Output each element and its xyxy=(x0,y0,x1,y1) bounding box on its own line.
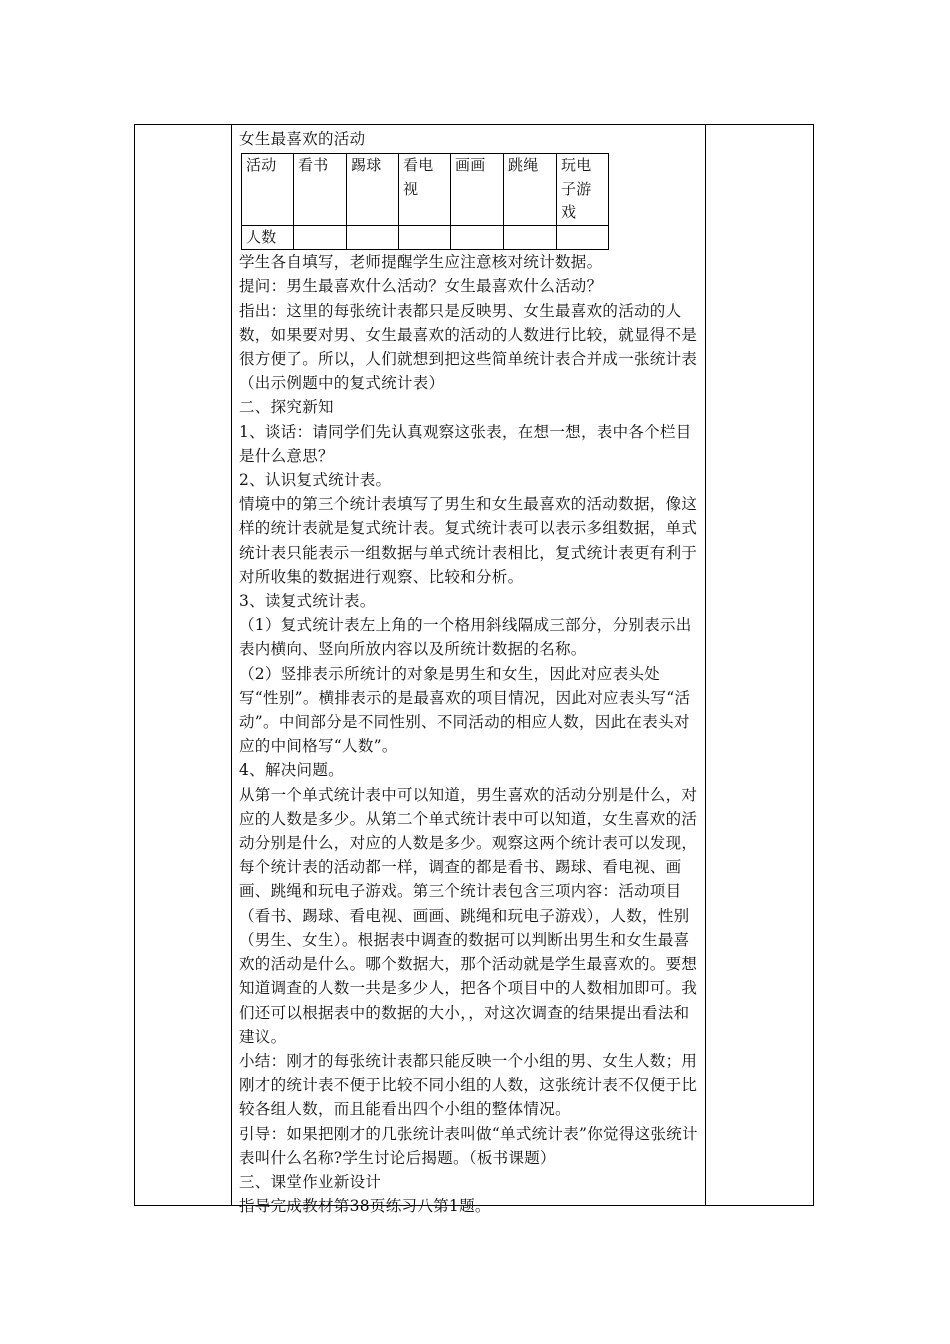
section-heading: 三、课堂作业新设计 xyxy=(239,1172,382,1191)
table-header-cell: 活动 xyxy=(242,154,294,226)
table-cell xyxy=(294,225,347,250)
table-header-cell: 看电视 xyxy=(399,154,451,226)
paragraph: 引导：如果把刚才的几张统计表叫做“单式统计表”你觉得这张统计表叫什么名称?学生讨论后揭题。（板书课题） xyxy=(239,1124,698,1167)
table-title: 女生最喜欢的活动 xyxy=(239,130,366,148)
column-divider-left xyxy=(231,125,232,1205)
paragraph: （2）竖排表示所统计的对象是男生和女生，因此对应表头处写“性别”。横排表示的是最喜欢的项目情况，因此对应表头写“活动”。中间部分是不同性别、不同活动的相应人数，因此在表头对应的中间格写“人数”。 xyxy=(239,664,691,756)
table-header-cell: 跳绳 xyxy=(504,154,557,226)
lesson-content xyxy=(239,127,699,1218)
table-cell xyxy=(347,225,399,250)
column-divider-right xyxy=(705,125,706,1205)
paragraph: 指出：这里的每张统计表都只是反映男、女生最喜欢的活动的人数，如果要对男、女生最喜欢的活动的人数进行比较，就显得不是很方便了。所以，人们就想到把这些简单统计表合并成一张统计表（出示例题中的复式统计表） xyxy=(239,301,698,393)
paragraph: （1）复式统计表左上角的一个格用斜线隔成三部分，分别表示出表内横向、竖向所放内容以及所统计数据的名称。 xyxy=(239,616,692,659)
table-header-row xyxy=(242,154,609,226)
table-header-cell: 画画 xyxy=(451,154,504,226)
paragraph: 2、认识复式统计表。 xyxy=(239,471,392,490)
table-header-cell: 看书 xyxy=(294,154,347,226)
paragraph: 3、读复式统计表。 xyxy=(239,592,376,611)
paragraph: 1、谈话：请同学们先认真观察这张表，在想一想，表中各个栏目是什么意思？ xyxy=(239,422,692,465)
paragraph: 小结：刚才的每张统计表都只能反映一个小组的男、女生人数；用刚才的统计表不便于比较不同小组的人数，这张统计表不仅便于比较各组人数，而且能看出四个小组的整体情况。 xyxy=(239,1051,698,1119)
section-heading: 二、探究新知 xyxy=(239,398,334,417)
paragraph: 指导完成教材第38页练习八第1题。 xyxy=(239,1197,491,1216)
paragraph: 学生各自填写，老师提醒学生应注意核对统计数据。 xyxy=(239,253,603,272)
table-cell xyxy=(451,225,504,250)
table-count-row xyxy=(242,225,609,250)
table-row-label: 人数 xyxy=(242,225,294,250)
girls-activity-table xyxy=(241,153,609,250)
paragraph: 从第一个单式统计表中可以知道，男生喜欢的活动分别是什么，对应的人数是多少。从第二个单式统计表中可以知道，女生喜欢的活动分别是什么，对应的人数是多少。观察这两个统计表可以发现，每个统计表的活动都一样，调查的都是看书、踢球、看电视、画画、跳绳和玩电子游戏。第三个统计表包含三项内容：活动项目（看书、踢球、看电视、画画、跳绳和玩电子游戏），人数，性别（男生、女生）。根据表中调查的数据可以判断出男生和女生最喜欢的活动是什么。哪个数据大，那个活动就是学生最喜欢的。要想知道调查的人数一共是多少人，把各个项目中的人数相加即可。我们还可以根据表中的数据的大小，，对这次调查的结果提出看法和建议。 xyxy=(239,785,698,1046)
table-header-cell: 踢球 xyxy=(347,154,399,226)
table-header-cell: 玩电子游戏 xyxy=(557,154,609,226)
lesson-plan-table xyxy=(134,124,814,1216)
paragraph: 情境中的第三个统计表填写了男生和女生最喜欢的活动数据，像这样的统计表就是复式统计表。复式统计表可以表示多组数据，单式统计表只能表示一组数据与单式统计表相比，复式统计表更有利于对所收集的数据进行观察、比较和分析。 xyxy=(239,495,698,586)
table-cell xyxy=(504,225,557,250)
table-cell xyxy=(557,225,609,250)
paragraph: 提问：男生最喜欢什么活动？女生最喜欢什么活动？ xyxy=(239,277,603,296)
table-cell xyxy=(399,225,451,250)
paragraph: 4、解决问题。 xyxy=(239,761,344,780)
